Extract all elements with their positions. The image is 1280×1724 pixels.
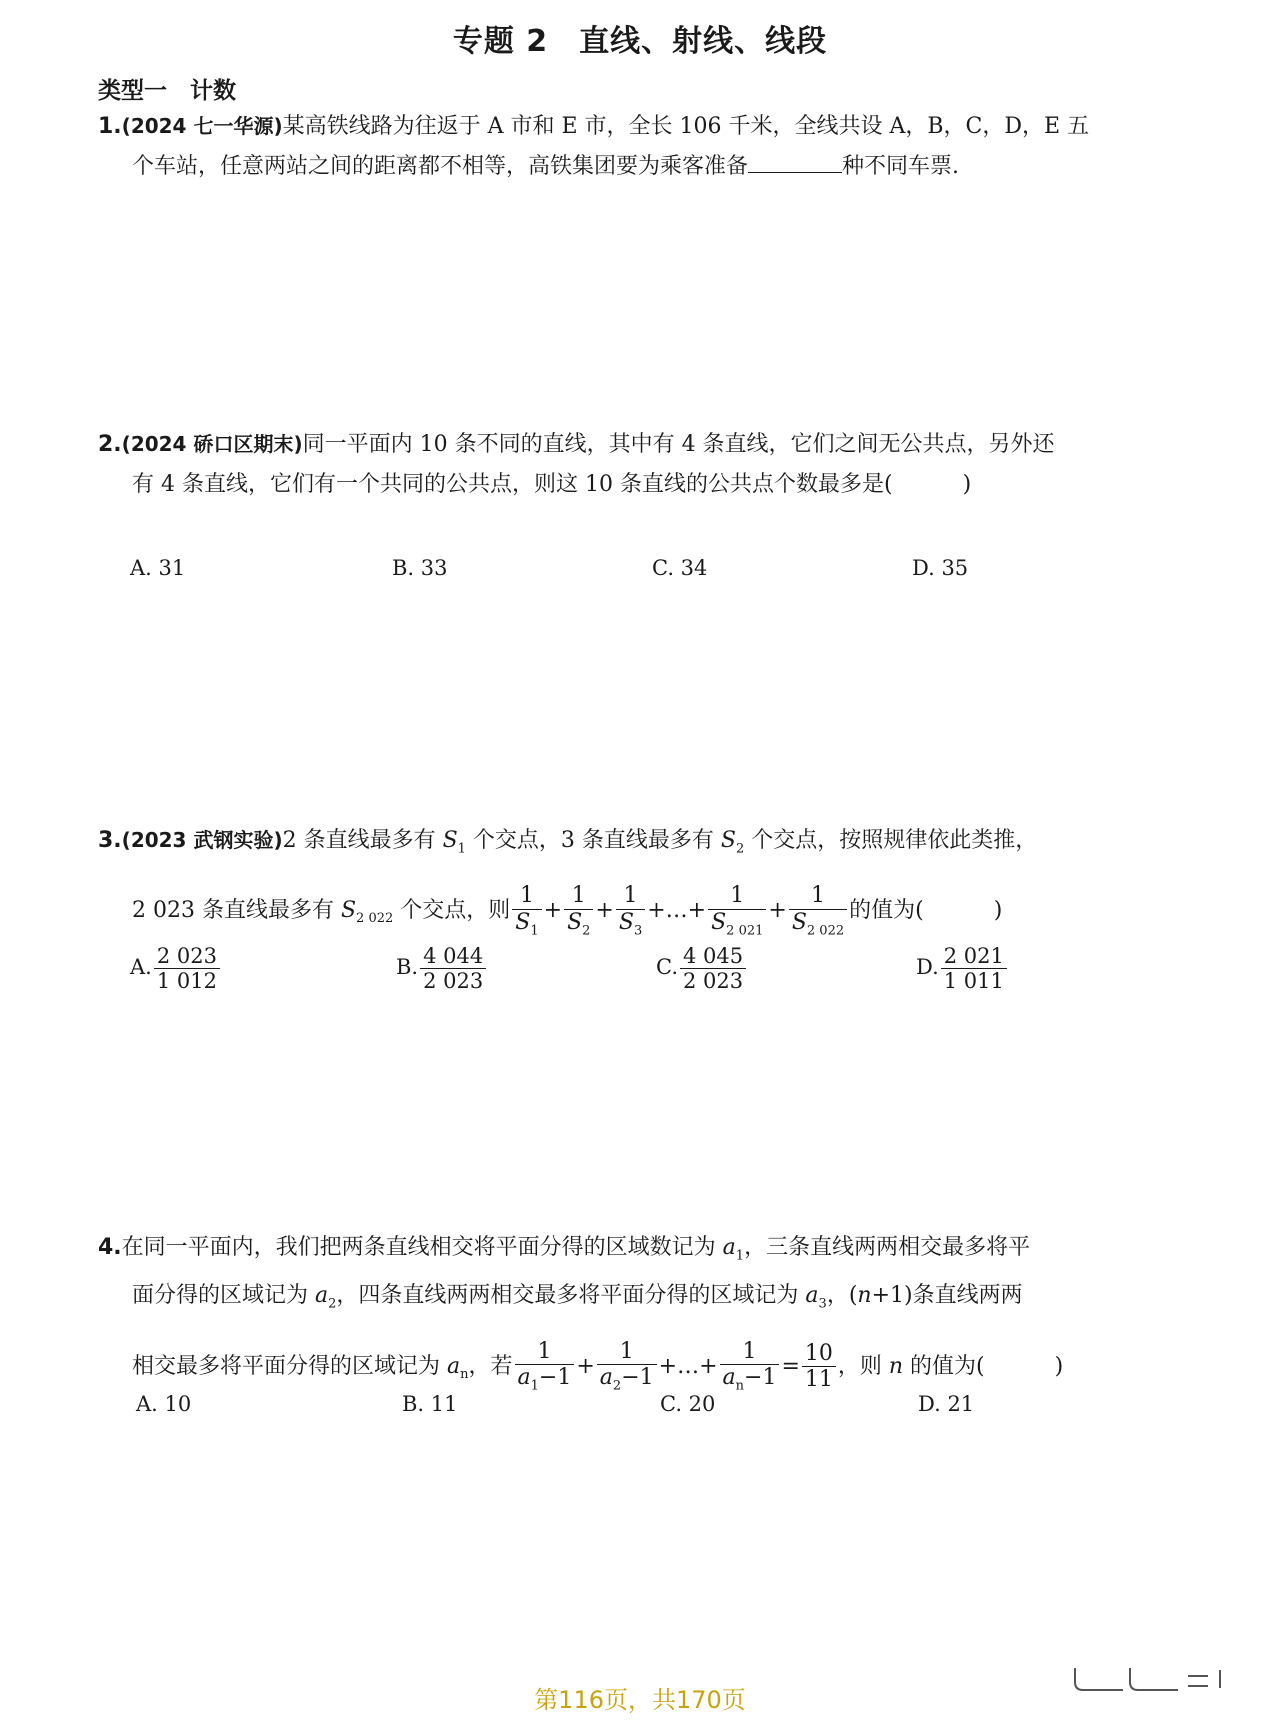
question-source: (2024 硚口区期末) [121,432,303,456]
question-text: ，则 [837,1353,889,1379]
question-2 [98,424,1188,505]
question-text: 面分得的区域记为 [132,1283,315,1309]
question-text: 有 4 条直线，它们有一个共同的公共点，则这 10 条直线的公共点个数最多是( [132,472,893,497]
var-a: a [447,1353,461,1379]
question-text: 个交点，则 [393,898,511,924]
option-d: D. 21 [918,1392,975,1416]
fraction: $\frac{1}{S_{2 022}}$ [789,883,847,939]
question-text: 2 023 条直线最多有 [132,898,341,924]
section-title: 类型一 计数 [98,78,236,104]
question-text: 的值为( [903,1353,985,1379]
option-a: A. $\frac{2 023}{1 012}$ [130,944,222,993]
question-text: 在同一平面内，我们把两条直线相交将平面分得的区域数记为 [121,1235,723,1260]
paren-close: ) [993,898,1003,924]
fraction: $\frac{10}{11}$ [802,1341,836,1393]
subscript: 1 [457,841,466,857]
var-a: a [805,1283,819,1309]
question-text: 的值为( [849,898,924,924]
option-a: A. 10 [136,1392,192,1416]
question-text: ，若 [468,1353,513,1379]
question-text: 个车站，任意两站之间的距离都不相等，高铁集团要为乘客准备 [132,154,749,179]
question-number: 3. [98,828,122,853]
var-a: a [315,1283,329,1309]
question-text: +1)条直线两两 [871,1283,1023,1309]
fraction: $\frac{1}{S_2}$ [564,883,593,939]
var-s: S [340,898,357,924]
question-1 [98,106,1188,187]
question-text: 同一平面内 10 条不同的直线，其中有 4 条直线，它们之间无公共点，另外还 [302,432,1055,457]
question-text: ，三条直线两两相交最多将平 [744,1235,1031,1260]
option-d: D. $\frac{2 021}{1 011}$ [916,944,1009,993]
fraction: $\frac{1}{a_1-1}$ [515,1339,575,1395]
question-4: 4.在同一平面内，我们把两条直线相交将平面分得的区域数记为 $a_1$，三条直线两两相交最多将平 面分得的区域记为 $a_2$，四条直线两两相交最多将平面分得的区域记为 $a_3$，(n+1)条直线两两 相交最多将平面分得的区域记为 $a_n$，若 $\frac{1}{a_1-1}$ + $\frac{1}{a_2-1}$ +…+ $\frac{1}{a_n-1}$ = $\frac{10}{11}$ ，则 n 的值为( ) [98,1235,1064,1394]
answer-blank [748,152,842,173]
question-text: 相交最多将平面分得的区域记为 [132,1353,447,1379]
fraction: $\frac{1}{a_2-1}$ [597,1339,657,1395]
option-d: D. 35 [912,556,969,580]
fraction: $\frac{1}{S_1}$ [512,883,541,939]
var-s: S [442,828,458,853]
option-a: A. 31 [130,556,186,580]
var-s: S [720,828,736,853]
option-c: C. 34 [652,556,708,580]
option-c: C. $\frac{4 045}{2 023}$ [656,944,748,993]
question-text: 2 条直线最多有 [282,828,443,853]
question-text: 种不同车票. [842,154,960,179]
fraction: $\frac{1}{a_n-1}$ [720,1339,780,1395]
question-text: ，四条直线两两相交最多将平面分得的区域记为 [336,1283,806,1309]
question-source: (2023 武钢实验) [121,828,283,852]
subscript: 2 [736,841,745,857]
var-n: n [888,1353,904,1379]
var-n: n [857,1283,872,1309]
option-b: B. $\frac{4 044}{2 023}$ [396,944,488,993]
paren-close: ) [1054,1353,1064,1379]
option-b: B. 11 [402,1392,458,1416]
paren-close: ) [962,472,972,497]
question-3: 3.(2023 武钢实验)2 条直线最多有 $S_1$ 个交点，3 条直线最多有 $S_2$ 个交点，按照规律依此类推， 2 023 条直线最多有 $S_{2 022}$ 个交点，则 $\frac{1}{S_1}$ + $\frac{1}{S_2}$ + $\frac{1}{S_3}$ +…+ $\frac{1}{S_{2 021}}$ + $\frac{1}{S_{2 022}}$ 的值为( ) [98,828,1038,939]
question-text: 某高铁线路为往返于 A 市和 E 市，全长 106 千米，全线共设 A，B，C，D，E 五 [282,114,1090,139]
fraction: $\frac{1}{S_3}$ [616,883,645,939]
question-text: 个交点，按照规律依此类推， [744,828,1038,853]
question-number: 4. [98,1235,122,1260]
option-c: C. 20 [660,1392,716,1416]
var-a: a [722,1235,736,1260]
fraction: $\frac{1}{S_{2 021}}$ [708,883,766,939]
question-number: 2. [98,432,122,457]
question-text: 个交点，3 条直线最多有 [465,828,721,853]
question-text: ，( [826,1283,858,1309]
page-title: 专题 2 直线、射线、线段 [452,24,828,59]
subscript: 2 022 [356,911,394,927]
question-source: (2024 七一华源) [121,114,283,138]
option-b: B. 33 [392,556,448,580]
question-number: 1. [98,114,122,139]
page-footer: 第116页，共170页 [534,1686,746,1714]
